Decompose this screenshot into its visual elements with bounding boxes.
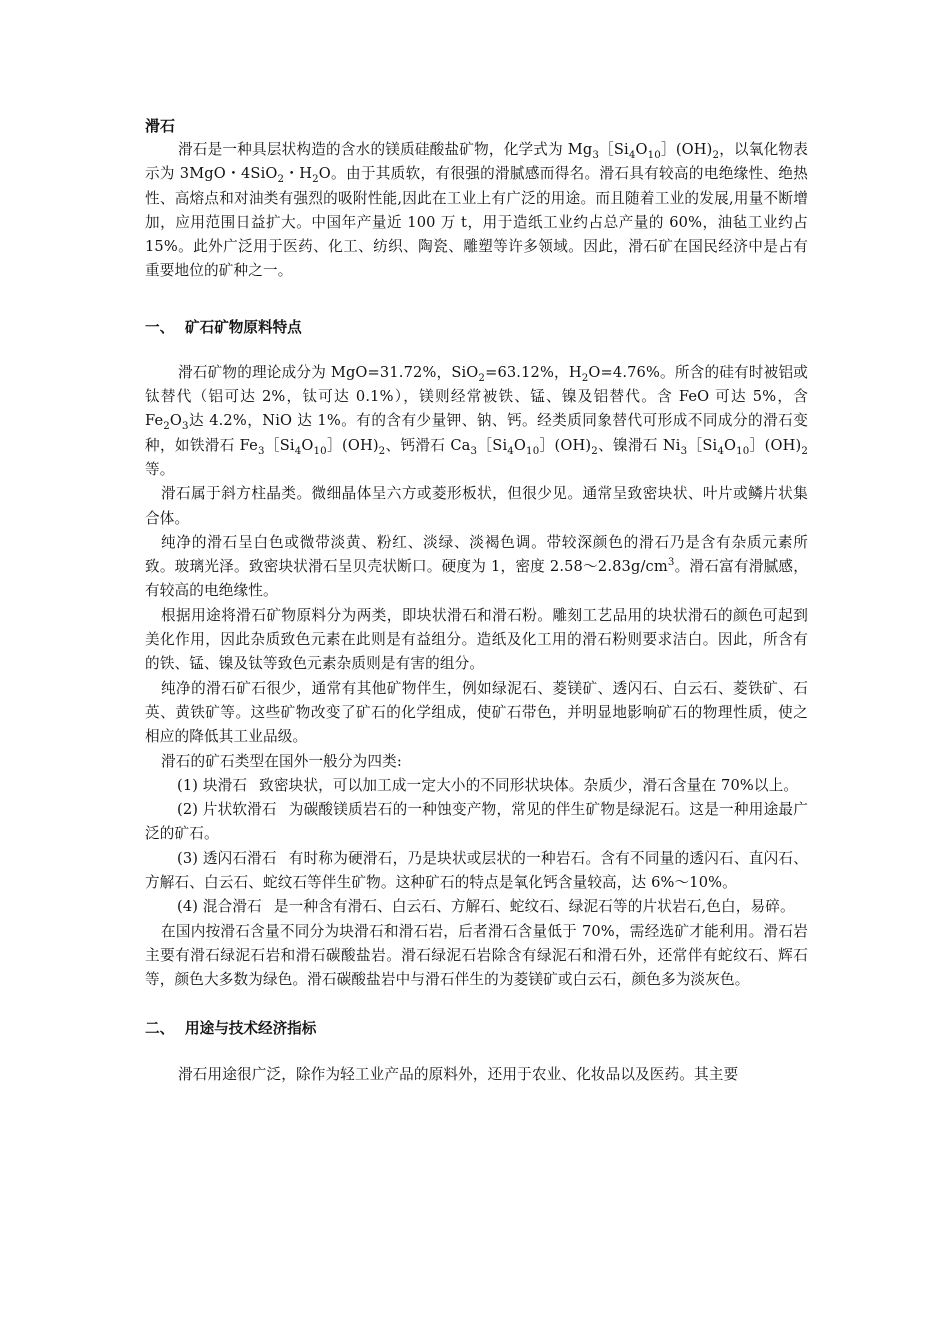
- uses-paragraph: 滑石用途很广泛，除作为轻工业产品的原料外，还用于农业、化妆品以及医药。其主要: [178, 1065, 739, 1083]
- document-title: 滑石: [145, 117, 176, 135]
- color-paragraph: 纯净的滑石呈白色或微带淡黄、粉红、淡绿、淡褐色调。带较深颜色的滑石乃是含有杂质元素所致。玻璃光泽。致密块状滑石呈贝壳状断口。硬度为 1，密度 $2.58\sim 2.83g/cm^3$。滑石富有滑腻感，有较高的电绝缘性。: [145, 533, 808, 600]
- associated-minerals-paragraph: 纯净的滑石矿石很少，通常有其他矿物伴生，例如绿泥石、菱镁矿、透闪石、白云石、菱铁矿、石英、黄铁矿等。这些矿物改变了矿石的化学组成，使矿石带色，并明显地影响矿石的物理性质，使之相应的降低其工业品级。: [145, 679, 808, 746]
- document-body: [145, 114, 808, 1087]
- classification-paragraph: 根据用途将滑石矿物原料分为两类，即块状滑石和滑石粉。雕刻工艺品用的块状滑石的颜色可起到美化作用，因此杂质致色元素在此则是有益组分。造纸及化工用的滑石粉则要求洁白。因此，所含有的铁、锰、镍及钛等致色元素杂质则是有害的组分。: [145, 606, 808, 673]
- ore-type-1: (1) 块滑石 致密块状，可以加工成一定大小的不同形状块体。杂质少，滑石含量在 70%以上。: [177, 776, 799, 794]
- ore-type-3: (3) 透闪石滑石 有时称为硬滑石，乃是块状或层状的一种岩石。含有不同量的透闪石、直闪石、方解石、白云石、蛇纹石等伴生矿物。这种矿石的特点是氧化钙含量较高，达 6%～10%。: [145, 849, 808, 892]
- intro-paragraph: 滑石是一种具层状构造的含水的镁质硅酸盐矿物，化学式为 $Mg_3[Si_4O_{10}](OH)_2$，以氧化物表示为 3MgO・4SiO$_2$・$H_2O$。由于其质软，有很强的滑腻感而得名。滑石具有较高的电绝缘性、绝热性、高熔点和对油类有强烈的吸附性能,因此在工业上有广泛的用途。而且随着工业的发展,用量不断增加，应用范围日益扩大。中国年产量近 100 万 t，用于造纸工业约占总产量的 60%，油毡工业约占 15%。此外广泛用于医药、化工、纺织、陶瓷、雕塑等许多领域。因此，滑石矿在国民经济中是占有重要地位的矿种之一。: [145, 141, 808, 280]
- composition-paragraph: 滑石矿物的理论成分为 MgO=31.72%，SiO$_2$=63.12%，$H_2O=4.76\%$。所含的硅有时被铝或钛替代（铝可达 2%，钛可达 0.1%），镁则经常被铁、锰、镍及铝替代。含 FeO 可达 5%，含 $Fe_2O_3$达 4.2%，NiO 达 1%。有的含有少量钾、钠、钙。经类质同象替代可形成不同成分的滑石变种，如铁滑石 $Fe_3[Si_4O_{10}](OH)_2$、钙滑石 $Ca_3[Si_4O_{10}](OH)_2$、镍滑石 $Ni_3[Si_4O_{10}](OH)_2$等。: [145, 363, 808, 478]
- crystal-paragraph: 滑石属于斜方柱晶类。微细晶体呈六方或菱形板状，但很少见。通常呈致密块状、叶片或鳞片状集合体。: [145, 485, 808, 527]
- ore-type-2: (2) 片状软滑石 为碳酸镁质岩石的一种蚀变产物，常见的伴生矿物是绿泥石。这是一种用途最广泛的矿石。: [145, 801, 808, 843]
- domestic-classification-paragraph: 在国内按滑石含量不同分为块滑石和滑石岩，后者滑石含量低于 70%，需经选矿才能利用。滑石岩主要有滑石绿泥石岩和滑石碳酸盐岩。滑石绿泥石岩除含有绿泥石和滑石外，还常伴有蛇纹石、辉石等，颜色大多数为绿色。滑石碳酸盐岩中与滑石伴生的为菱镁矿或白云石，颜色多为淡灰色。: [145, 922, 808, 989]
- ore-type-4: (4) 混合滑石 是一种含有滑石、白云石、方解石、蛇纹石、绿泥石等的片状岩石,色白，易碎。: [177, 898, 795, 916]
- section-heading-1: 一、 矿石矿物原料特点: [145, 318, 302, 336]
- ore-types-intro: 滑石的矿石类型在国外一般分为四类:: [161, 752, 402, 770]
- section-heading-2: 二、 用途与技术经济指标: [145, 1019, 317, 1037]
